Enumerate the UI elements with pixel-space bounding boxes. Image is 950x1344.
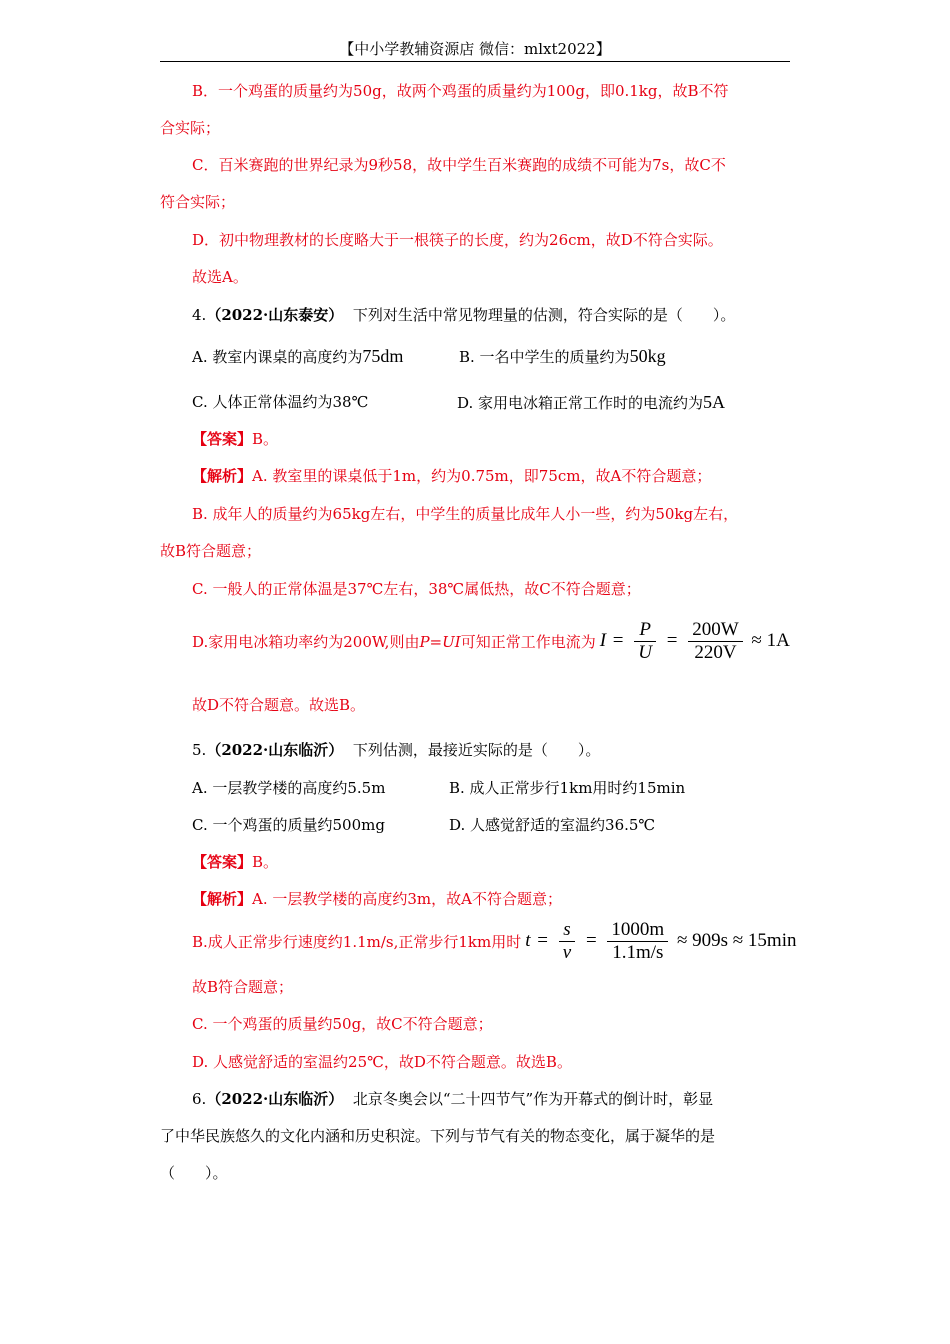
q4-analysis-d-end: 故D不符合题意。故选B。 <box>192 696 366 714</box>
q4-eq-result: ≈ 1A <box>751 629 790 651</box>
q4-analysis-a-text: A. 教室里的课桌低于1m，约为0.75m，即75cm，故A不符合题意； <box>252 467 712 485</box>
q4-analysis-b-line2: 故B符合题意； <box>160 542 262 560</box>
q5-option-b: B. 成人正常步行1km用时约15min <box>449 779 686 797</box>
q6-stem-text1: 北京冬奥会以“二十四节气”作为开幕式的倒计时，彰显 <box>352 1090 714 1108</box>
q4-equation: I = $\frac{P}{U}$ = $\frac{200W}{220V}$ ≈ 1A <box>599 619 790 663</box>
q4-analysis-a <box>192 466 711 486</box>
q5-option-c: C. 一个鸡蛋的质量约500mg <box>192 816 385 834</box>
q3-analysis-b-line1: B．一个鸡蛋的质量约为50g，故两个鸡蛋的质量约为100g，即0.1kg，故B不符 <box>192 82 729 100</box>
q5-eq-den2: 1.1m/s <box>612 942 664 963</box>
q4-option-a-text: A. 教室内课桌的高度约为 <box>192 348 363 366</box>
q5-analysis-tag: 【解析】 <box>192 890 253 908</box>
q4-analysis-d <box>192 619 790 664</box>
q4-option-c: C. 人体正常体温约为38℃ <box>192 393 369 411</box>
q4-analysis-c: C. 一般人的正常体温是37℃左右，38℃属低热，故C不符合题意； <box>192 580 641 598</box>
q6-number: 6. <box>192 1090 207 1108</box>
q5-analysis-a <box>192 889 562 909</box>
q4-stem-text: 下列对生活中常见物理量的估测，符合实际的是（ ）。 <box>352 306 736 324</box>
q4-option-b-value: 50kg <box>629 346 666 366</box>
q3-analysis-c-line1: C．百米赛跑的世界纪录为9秒58，故中学生百米赛跑的成绩不可能为7s，故C不 <box>192 156 726 174</box>
q5-source: （2022·山东临沂） <box>206 741 344 759</box>
q4-eq-den1: U <box>638 642 652 663</box>
q6-stem-line2: 了中华民族悠久的文化内涵和历史积淀。下列与节气有关的物态变化，属于凝华的是 <box>160 1127 716 1145</box>
q5-analysis-d: D. 人感觉舒适的室温约25℃，故D不符合题意。故选B。 <box>192 1053 572 1071</box>
q4-eq-num2: 200W <box>688 619 742 642</box>
q6-stem-line1 <box>192 1089 713 1109</box>
q4-option-d-text: D. 家用电冰箱正常工作时的电流约为 <box>457 394 704 412</box>
q4-answer-tag: 【答案】 <box>192 430 253 448</box>
q4-option-a <box>192 346 403 367</box>
q5-analysis-a-text: A. 一层教学楼的高度约3m，故A不符合题意； <box>252 890 562 908</box>
header-divider <box>160 61 790 62</box>
q5-stem-text: 下列估测，最接近实际的是（ ）。 <box>352 741 601 759</box>
q5-option-d: D. 人感觉舒适的室温约36.5℃ <box>449 816 656 834</box>
q4-eq-num1: P <box>634 619 656 642</box>
q5-analysis-c: C. 一个鸡蛋的质量约50g，故C不符合题意； <box>192 1015 493 1033</box>
q4-option-b <box>459 346 666 367</box>
q4-eq-den2: 220V <box>694 642 737 663</box>
q6-source: （2022·山东临沂） <box>206 1090 344 1108</box>
q5-eq-den1: v <box>562 942 572 963</box>
q4-option-d <box>457 392 725 413</box>
q3-analysis-c-line2: 符合实际； <box>160 193 236 211</box>
q4-eq-lhs: I <box>599 629 607 651</box>
q4-answer <box>192 429 278 449</box>
q4-stem <box>192 305 735 325</box>
q4-eq-fraction-2 <box>688 619 742 664</box>
q4-analysis-tag: 【解析】 <box>192 467 253 485</box>
q5-eq-fraction-1 <box>559 919 575 964</box>
q5-eq-num1: s <box>559 919 575 942</box>
q5-answer <box>192 852 278 872</box>
q3-analysis-d: D．初中物理教材的长度略大于一根筷子的长度，约为26cm，故D不符合实际。 <box>192 231 723 249</box>
q5-eq-result: ≈ 909s ≈ 15min <box>676 929 797 951</box>
q4-option-b-text: B. 一名中学生的质量约为 <box>459 348 630 366</box>
q5-stem <box>192 740 600 760</box>
q4-eq-fraction-1 <box>634 619 656 664</box>
q4-analysis-b-line1: B. 成年人的质量约为65kg左右，中学生的质量比成年人小一些，约为50kg左右， <box>192 505 739 523</box>
q4-answer-value: B。 <box>252 430 279 448</box>
q6-stem-line3: （ ）。 <box>160 1164 228 1182</box>
q4-analysis-d-prefix: D.家用电冰箱功率约为200W,则由 <box>192 633 420 651</box>
q4-analysis-d-mid: 可知正常工作电流为 <box>460 633 596 651</box>
q5-eq-lhs: t <box>525 929 531 951</box>
q5-analysis-b-prefix: B.成人正常步行速度约1.1m/s,正常步行1km用时 <box>192 933 522 951</box>
q5-analysis-b <box>192 919 797 964</box>
page-header: 【中小学教辅资源店 微信：mlxt2022】 <box>339 40 611 58</box>
q5-number: 5. <box>192 741 207 759</box>
q5-answer-tag: 【答案】 <box>192 853 253 871</box>
q4-analysis-d-formula: P=UI <box>419 632 461 651</box>
q5-eq-fraction-2 <box>607 919 668 964</box>
q4-option-d-value: 5A <box>703 392 726 412</box>
q3-analysis-b-line2: 合实际； <box>160 119 221 137</box>
q5-option-a: A. 一层教学楼的高度约5.5m <box>192 779 386 797</box>
q5-analysis-b-end: 故B符合题意； <box>192 978 294 996</box>
q3-conclusion: 故选A。 <box>192 268 248 286</box>
q5-answer-value: B。 <box>252 853 279 871</box>
q5-eq-num2: 1000m <box>607 919 668 942</box>
q5-equation: t = $\frac{s}{v}$ = $\frac{1000m}{1.1m/s}$ ≈ 909s ≈ 15min <box>525 919 797 963</box>
q4-option-a-value: 75dm <box>362 346 404 366</box>
q4-number: 4. <box>192 306 207 324</box>
q4-source: （2022·山东泰安） <box>206 306 344 324</box>
